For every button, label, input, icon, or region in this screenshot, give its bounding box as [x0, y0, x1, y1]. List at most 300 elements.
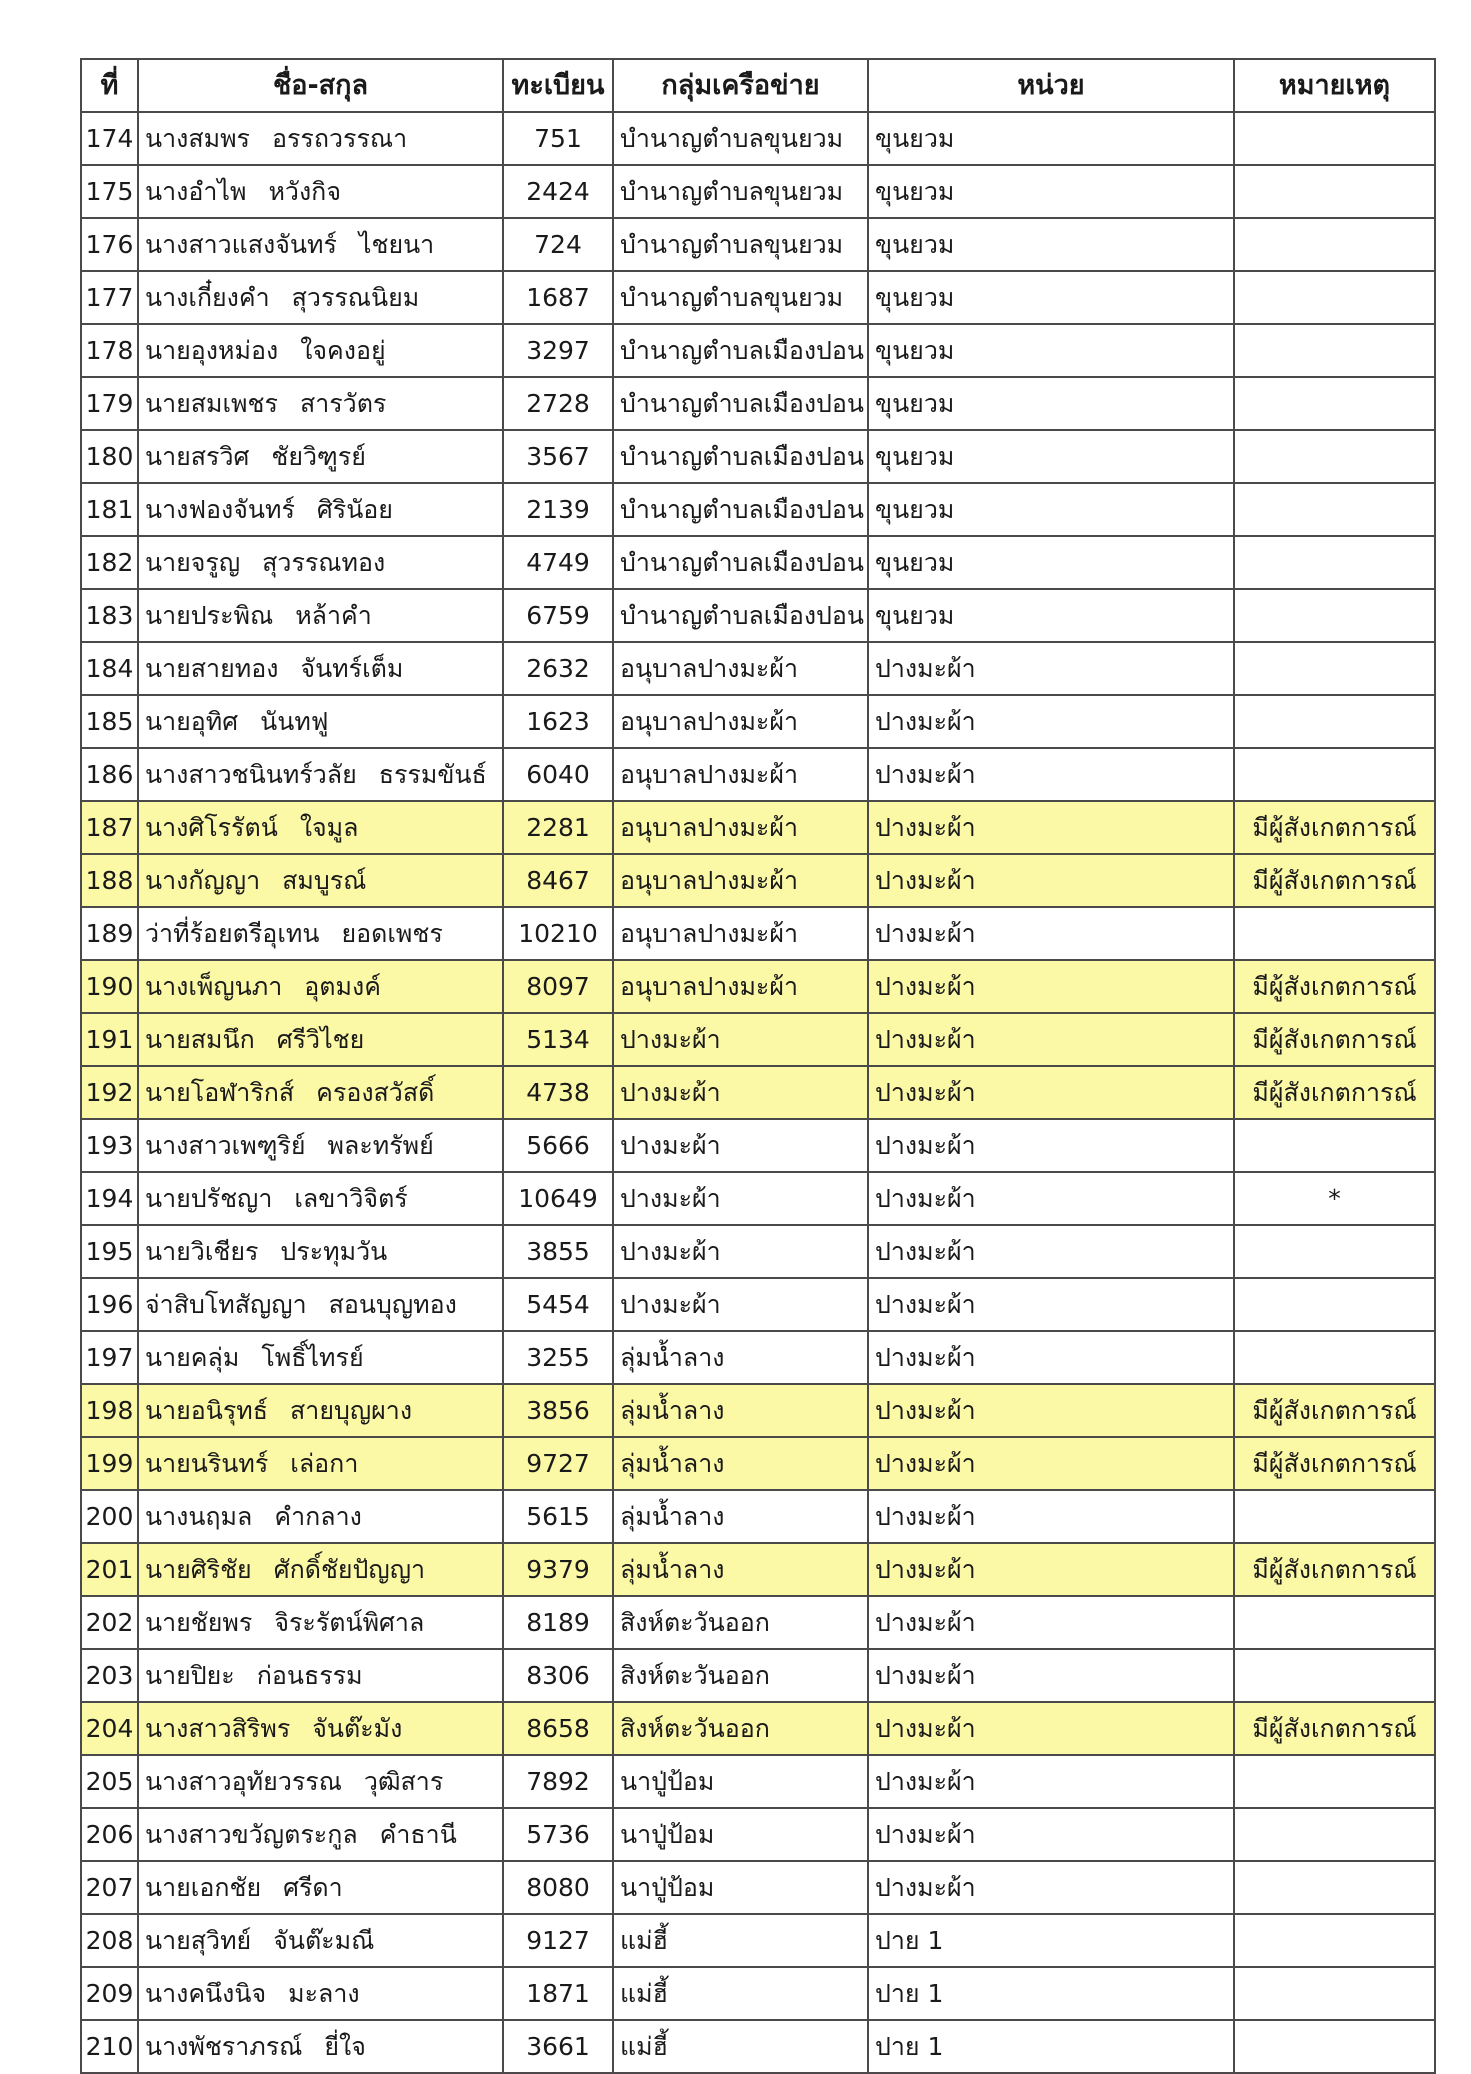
table-row	[81, 695, 1435, 748]
full-name-cell	[138, 1437, 503, 1490]
full-name-cell	[138, 1596, 503, 1649]
table-header-row	[81, 59, 1435, 112]
table-row	[81, 1225, 1435, 1278]
network-group: อนุบาลปางมะผ้า	[613, 642, 868, 695]
title-first-name: นายนรินทร์	[145, 1449, 269, 1478]
row-number: 200	[81, 1490, 138, 1543]
full-name-cell	[138, 377, 503, 430]
row-number: 187	[81, 801, 138, 854]
network-group: สิงห์ตะวันออก	[613, 1649, 868, 1702]
registration-number: 3567	[503, 430, 613, 483]
network-group: ปางมะผ้า	[613, 1013, 868, 1066]
full-name-cell	[138, 536, 503, 589]
unit: ปางมะผ้า	[868, 960, 1234, 1013]
remark	[1234, 1967, 1435, 2020]
network-group: อนุบาลปางมะผ้า	[613, 907, 868, 960]
network-group: ลุ่มน้ำลาง	[613, 1490, 868, 1543]
network-group: ปางมะผ้า	[613, 1225, 868, 1278]
remark: มีผู้สังเกตการณ์	[1234, 1702, 1435, 1755]
registration-number: 1687	[503, 271, 613, 324]
table-row	[81, 1119, 1435, 1172]
title-first-name: นางฟองจันทร์	[145, 495, 295, 524]
remark	[1234, 165, 1435, 218]
table-row	[81, 218, 1435, 271]
table-body	[81, 112, 1435, 2073]
network-group: ลุ่มน้ำลาง	[613, 1543, 868, 1596]
title-first-name: นางอำไพ	[145, 177, 247, 206]
table-row	[81, 1808, 1435, 1861]
unit: ปางมะผ้า	[868, 1596, 1234, 1649]
network-group: สิงห์ตะวันออก	[613, 1596, 868, 1649]
remark: มีผู้สังเกตการณ์	[1234, 1543, 1435, 1596]
last-name: เล่อกา	[290, 1449, 359, 1478]
remark	[1234, 1808, 1435, 1861]
table-row	[81, 1437, 1435, 1490]
unit: ขุนยวม	[868, 271, 1234, 324]
registration-number: 2281	[503, 801, 613, 854]
header-network-group: กลุ่มเครือข่าย	[613, 59, 868, 112]
unit: ปางมะผ้า	[868, 1331, 1234, 1384]
registration-number: 8306	[503, 1649, 613, 1702]
remark	[1234, 907, 1435, 960]
full-name-cell	[138, 1914, 503, 1967]
header-note: หมายเหตุ	[1234, 59, 1435, 112]
table-row	[81, 1384, 1435, 1437]
title-first-name: นายประพิณ	[145, 601, 274, 630]
title-first-name: นางสาวแสงจันทร์	[145, 230, 337, 259]
row-number: 201	[81, 1543, 138, 1596]
table-row	[81, 1331, 1435, 1384]
title-first-name: นายสรวิศ	[145, 442, 250, 471]
registration-number: 10649	[503, 1172, 613, 1225]
table-row	[81, 748, 1435, 801]
row-number: 208	[81, 1914, 138, 1967]
title-first-name: นายโอฬาริกส์	[145, 1078, 295, 1107]
full-name-cell	[138, 801, 503, 854]
table-row	[81, 377, 1435, 430]
unit: ปางมะผ้า	[868, 1702, 1234, 1755]
title-first-name: นางศิโรรัตน์	[145, 813, 278, 842]
unit: ปางมะผ้า	[868, 642, 1234, 695]
registration-number: 8097	[503, 960, 613, 1013]
header-registration: ทะเบียน	[503, 59, 613, 112]
unit: ปางมะผ้า	[868, 1861, 1234, 1914]
last-name: สมบูรณ์	[282, 866, 367, 895]
last-name: ครองสวัสดิ์	[316, 1078, 435, 1107]
row-number: 189	[81, 907, 138, 960]
full-name-cell	[138, 483, 503, 536]
remark	[1234, 483, 1435, 536]
registration-number: 8080	[503, 1861, 613, 1914]
unit: ปางมะผ้า	[868, 1649, 1234, 1702]
table-row	[81, 1702, 1435, 1755]
last-name: หวังกิจ	[268, 177, 341, 206]
row-number: 203	[81, 1649, 138, 1702]
unit: ขุนยวม	[868, 377, 1234, 430]
remark	[1234, 1225, 1435, 1278]
unit: ปางมะผ้า	[868, 1225, 1234, 1278]
title-first-name: นายสุวิทย์	[145, 1926, 252, 1955]
remark	[1234, 1649, 1435, 1702]
row-number: 192	[81, 1066, 138, 1119]
table-row	[81, 960, 1435, 1013]
registration-number: 1623	[503, 695, 613, 748]
full-name-cell	[138, 960, 503, 1013]
registration-number: 3661	[503, 2020, 613, 2073]
unit: ปางมะผ้า	[868, 1172, 1234, 1225]
remark	[1234, 377, 1435, 430]
registration-number: 2139	[503, 483, 613, 536]
unit: ปางมะผ้า	[868, 801, 1234, 854]
registration-number: 3856	[503, 1384, 613, 1437]
last-name: มะลาง	[288, 1979, 360, 2008]
remark	[1234, 642, 1435, 695]
remark	[1234, 589, 1435, 642]
network-group: แม่ฮี้	[613, 2020, 868, 2073]
network-group: ปางมะผ้า	[613, 1119, 868, 1172]
row-number: 190	[81, 960, 138, 1013]
row-number: 183	[81, 589, 138, 642]
last-name: สายบุญผาง	[290, 1396, 413, 1425]
network-group: นาปู่ป้อม	[613, 1808, 868, 1861]
table-row	[81, 1755, 1435, 1808]
full-name-cell	[138, 112, 503, 165]
title-first-name: นางสาวเพฑูริย์	[145, 1131, 306, 1160]
table-row	[81, 1967, 1435, 2020]
remark	[1234, 1490, 1435, 1543]
remark	[1234, 536, 1435, 589]
unit: ปาย 1	[868, 2020, 1234, 2073]
network-group: บำนาญตำบลเมืองปอน	[613, 430, 868, 483]
row-number: 198	[81, 1384, 138, 1437]
table-row	[81, 112, 1435, 165]
title-first-name: นายจรูญ	[145, 548, 241, 577]
registration-number: 3855	[503, 1225, 613, 1278]
title-first-name: นายวิเชียร	[145, 1237, 259, 1266]
row-number: 206	[81, 1808, 138, 1861]
remark	[1234, 2020, 1435, 2073]
full-name-cell	[138, 430, 503, 483]
unit: ปางมะผ้า	[868, 1013, 1234, 1066]
last-name: อรรถวรรณา	[271, 124, 408, 153]
last-name: สุวรรณทอง	[262, 548, 386, 577]
remark	[1234, 112, 1435, 165]
unit: ปางมะผ้า	[868, 854, 1234, 907]
network-group: ลุ่มน้ำลาง	[613, 1437, 868, 1490]
row-number: 204	[81, 1702, 138, 1755]
last-name: คำกลาง	[274, 1502, 362, 1531]
unit: ขุนยวม	[868, 430, 1234, 483]
row-number: 180	[81, 430, 138, 483]
row-number: 199	[81, 1437, 138, 1490]
registration-number: 4738	[503, 1066, 613, 1119]
title-first-name: นายอุทิศ	[145, 707, 239, 736]
last-name: สุวรรณนิยม	[291, 283, 420, 312]
title-first-name: ว่าที่ร้อยตรีอุเทน	[145, 919, 320, 948]
last-name: สอนบุญทอง	[328, 1290, 457, 1319]
registration-number: 5454	[503, 1278, 613, 1331]
title-first-name: นายคลุ่ม	[145, 1343, 240, 1372]
network-group: ลุ่มน้ำลาง	[613, 1384, 868, 1437]
unit: ปาย 1	[868, 1967, 1234, 2020]
table-row	[81, 1649, 1435, 1702]
table-row	[81, 430, 1435, 483]
network-group: แม่ฮี้	[613, 1967, 868, 2020]
network-group: บำนาญตำบลเมืองปอน	[613, 536, 868, 589]
title-first-name: นางนฤมล	[145, 1502, 253, 1531]
row-number: 188	[81, 854, 138, 907]
row-number: 205	[81, 1755, 138, 1808]
remark	[1234, 1755, 1435, 1808]
full-name-cell	[138, 748, 503, 801]
title-first-name: นางสมพร	[145, 124, 250, 153]
unit: ปางมะผ้า	[868, 1437, 1234, 1490]
registration-number: 10210	[503, 907, 613, 960]
row-number: 184	[81, 642, 138, 695]
full-name-cell	[138, 1649, 503, 1702]
full-name-cell	[138, 1702, 503, 1755]
table-row	[81, 271, 1435, 324]
row-number: 179	[81, 377, 138, 430]
full-name-cell	[138, 854, 503, 907]
table-row	[81, 1066, 1435, 1119]
row-number: 185	[81, 695, 138, 748]
full-name-cell	[138, 1225, 503, 1278]
title-first-name: นายชัยพร	[145, 1608, 253, 1637]
full-name-cell	[138, 1861, 503, 1914]
unit: ปางมะผ้า	[868, 1119, 1234, 1172]
row-number: 196	[81, 1278, 138, 1331]
title-first-name: นางสาวอุทัยวรรณ	[145, 1767, 342, 1796]
unit: ขุนยวม	[868, 112, 1234, 165]
row-number: 175	[81, 165, 138, 218]
unit: ปางมะผ้า	[868, 1490, 1234, 1543]
last-name: จันทร์เต็ม	[300, 654, 404, 683]
unit: ขุนยวม	[868, 589, 1234, 642]
table-row	[81, 1543, 1435, 1596]
registration-number: 5666	[503, 1119, 613, 1172]
registration-number: 6040	[503, 748, 613, 801]
registration-number: 8658	[503, 1702, 613, 1755]
title-first-name: นางกัญญา	[145, 866, 261, 895]
title-first-name: นายอนิรุทธ์	[145, 1396, 269, 1425]
remark	[1234, 1914, 1435, 1967]
network-group: อนุบาลปางมะผ้า	[613, 748, 868, 801]
unit: ปางมะผ้า	[868, 695, 1234, 748]
title-first-name: นายสมเพชร	[145, 389, 278, 418]
remark	[1234, 271, 1435, 324]
registration-number: 5736	[503, 1808, 613, 1861]
table-row	[81, 165, 1435, 218]
last-name: โพธิ์ไทรย์	[261, 1343, 364, 1372]
table-row	[81, 1596, 1435, 1649]
last-name: ใจมูล	[299, 813, 359, 842]
network-group: บำนาญตำบลเมืองปอน	[613, 589, 868, 642]
table-row	[81, 854, 1435, 907]
full-name-cell	[138, 1278, 503, 1331]
remark: มีผู้สังเกตการณ์	[1234, 1013, 1435, 1066]
last-name: ศิรินัอย	[316, 495, 393, 524]
last-name: อุตมงค์	[304, 972, 381, 1001]
registration-number: 5134	[503, 1013, 613, 1066]
remark: *	[1234, 1172, 1435, 1225]
registration-number: 4749	[503, 536, 613, 589]
table-row	[81, 801, 1435, 854]
row-number: 209	[81, 1967, 138, 2020]
remark	[1234, 324, 1435, 377]
last-name: ศักดิ์ชัยปัญญา	[273, 1555, 426, 1584]
header-no: ที่	[81, 59, 138, 112]
full-name-cell	[138, 907, 503, 960]
remark	[1234, 430, 1435, 483]
title-first-name: นายปิยะ	[145, 1661, 235, 1690]
network-group: ปางมะผ้า	[613, 1066, 868, 1119]
last-name: เลขาวิจิตร์	[294, 1184, 408, 1213]
last-name: ยี่ใจ	[324, 2032, 366, 2061]
network-group: บำนาญตำบลเมืองปอน	[613, 483, 868, 536]
title-first-name: นายปรัชญา	[145, 1184, 273, 1213]
last-name: นันทฟู	[260, 707, 329, 736]
registration-number: 7892	[503, 1755, 613, 1808]
network-group: สิงห์ตะวันออก	[613, 1702, 868, 1755]
unit: ปางมะผ้า	[868, 748, 1234, 801]
registration-number: 9127	[503, 1914, 613, 1967]
unit: ปางมะผ้า	[868, 1808, 1234, 1861]
network-group: บำนาญตำบลเมืองปอน	[613, 377, 868, 430]
full-name-cell	[138, 2020, 503, 2073]
unit: ปางมะผ้า	[868, 1384, 1234, 1437]
full-name-cell	[138, 1384, 503, 1437]
remark	[1234, 1331, 1435, 1384]
network-group: อนุบาลปางมะผ้า	[613, 801, 868, 854]
table-row	[81, 536, 1435, 589]
table-row	[81, 589, 1435, 642]
last-name: ใจคงอยู่	[300, 336, 386, 365]
remark	[1234, 1596, 1435, 1649]
title-first-name: นางคนึงนิจ	[145, 1979, 267, 2008]
last-name: จันต๊ะมณี	[273, 1926, 375, 1955]
row-number: 181	[81, 483, 138, 536]
full-name-cell	[138, 1808, 503, 1861]
remark	[1234, 695, 1435, 748]
full-name-cell	[138, 1755, 503, 1808]
full-name-cell	[138, 1066, 503, 1119]
full-name-cell	[138, 695, 503, 748]
last-name: ศรีวิไชย	[276, 1025, 365, 1054]
network-group: ลุ่มน้ำลาง	[613, 1331, 868, 1384]
last-name: ไชยนา	[358, 230, 435, 259]
last-name: ก่อนธรรม	[256, 1661, 363, 1690]
row-number: 194	[81, 1172, 138, 1225]
remark	[1234, 748, 1435, 801]
unit: ขุนยวม	[868, 536, 1234, 589]
registration-number: 8467	[503, 854, 613, 907]
title-first-name: นางพัชราภรณ์	[145, 2032, 303, 2061]
full-name-cell	[138, 1013, 503, 1066]
last-name: ประทุมวัน	[280, 1237, 388, 1266]
table-row	[81, 483, 1435, 536]
last-name: คำธานี	[379, 1820, 457, 1849]
table-row	[81, 1278, 1435, 1331]
network-group: นาปู่ป้อม	[613, 1755, 868, 1808]
row-number: 191	[81, 1013, 138, 1066]
last-name: ธรรมขันธ์	[378, 760, 487, 789]
full-name-cell	[138, 642, 503, 695]
member-table	[80, 58, 1436, 2074]
row-number: 195	[81, 1225, 138, 1278]
table-row	[81, 1861, 1435, 1914]
table-row	[81, 1013, 1435, 1066]
network-group: แม่ฮี้	[613, 1914, 868, 1967]
remark: มีผู้สังเกตการณ์	[1234, 1437, 1435, 1490]
row-number: 174	[81, 112, 138, 165]
remark: มีผู้สังเกตการณ์	[1234, 801, 1435, 854]
row-number: 186	[81, 748, 138, 801]
full-name-cell	[138, 1967, 503, 2020]
last-name: หล้าคำ	[295, 601, 372, 630]
registration-number: 2632	[503, 642, 613, 695]
network-group: บำนาญตำบลขุนยวม	[613, 165, 868, 218]
last-name: พละทรัพย์	[327, 1131, 434, 1160]
full-name-cell	[138, 165, 503, 218]
unit: ปาย 1	[868, 1914, 1234, 1967]
row-number: 197	[81, 1331, 138, 1384]
full-name-cell	[138, 589, 503, 642]
network-group: อนุบาลปางมะผ้า	[613, 854, 868, 907]
title-first-name: นายสมนึก	[145, 1025, 255, 1054]
network-group: ปางมะผ้า	[613, 1172, 868, 1225]
title-first-name: นางสาวสิริพร	[145, 1714, 291, 1743]
title-first-name: นายศิริชัย	[145, 1555, 252, 1584]
full-name-cell	[138, 1490, 503, 1543]
full-name-cell	[138, 324, 503, 377]
remark	[1234, 218, 1435, 271]
last-name: จันต๊ะมัง	[312, 1714, 403, 1743]
network-group: อนุบาลปางมะผ้า	[613, 695, 868, 748]
last-name: ศรีดา	[283, 1873, 343, 1902]
remark	[1234, 1861, 1435, 1914]
table-row	[81, 1172, 1435, 1225]
network-group: บำนาญตำบลขุนยวม	[613, 112, 868, 165]
row-number: 176	[81, 218, 138, 271]
registration-number: 724	[503, 218, 613, 271]
remark: มีผู้สังเกตการณ์	[1234, 1384, 1435, 1437]
row-number: 207	[81, 1861, 138, 1914]
unit: ขุนยวม	[868, 483, 1234, 536]
row-number: 202	[81, 1596, 138, 1649]
registration-number: 2424	[503, 165, 613, 218]
unit: ขุนยวม	[868, 165, 1234, 218]
registration-number: 5615	[503, 1490, 613, 1543]
network-group: บำนาญตำบลขุนยวม	[613, 271, 868, 324]
unit: ปางมะผ้า	[868, 907, 1234, 960]
unit: ปางมะผ้า	[868, 1066, 1234, 1119]
registration-number: 2728	[503, 377, 613, 430]
row-number: 177	[81, 271, 138, 324]
unit: ขุนยวม	[868, 218, 1234, 271]
table-row	[81, 907, 1435, 960]
table-row	[81, 642, 1435, 695]
row-number: 193	[81, 1119, 138, 1172]
remark	[1234, 1119, 1435, 1172]
title-first-name: นางเพ็ญนภา	[145, 972, 283, 1001]
table-row	[81, 1914, 1435, 1967]
header-unit: หน่วย	[868, 59, 1234, 112]
registration-number: 6759	[503, 589, 613, 642]
network-group: บำนาญตำบลเมืองปอน	[613, 324, 868, 377]
title-first-name: นางสาวขวัญตระกูล	[145, 1820, 358, 1849]
registration-number: 9379	[503, 1543, 613, 1596]
